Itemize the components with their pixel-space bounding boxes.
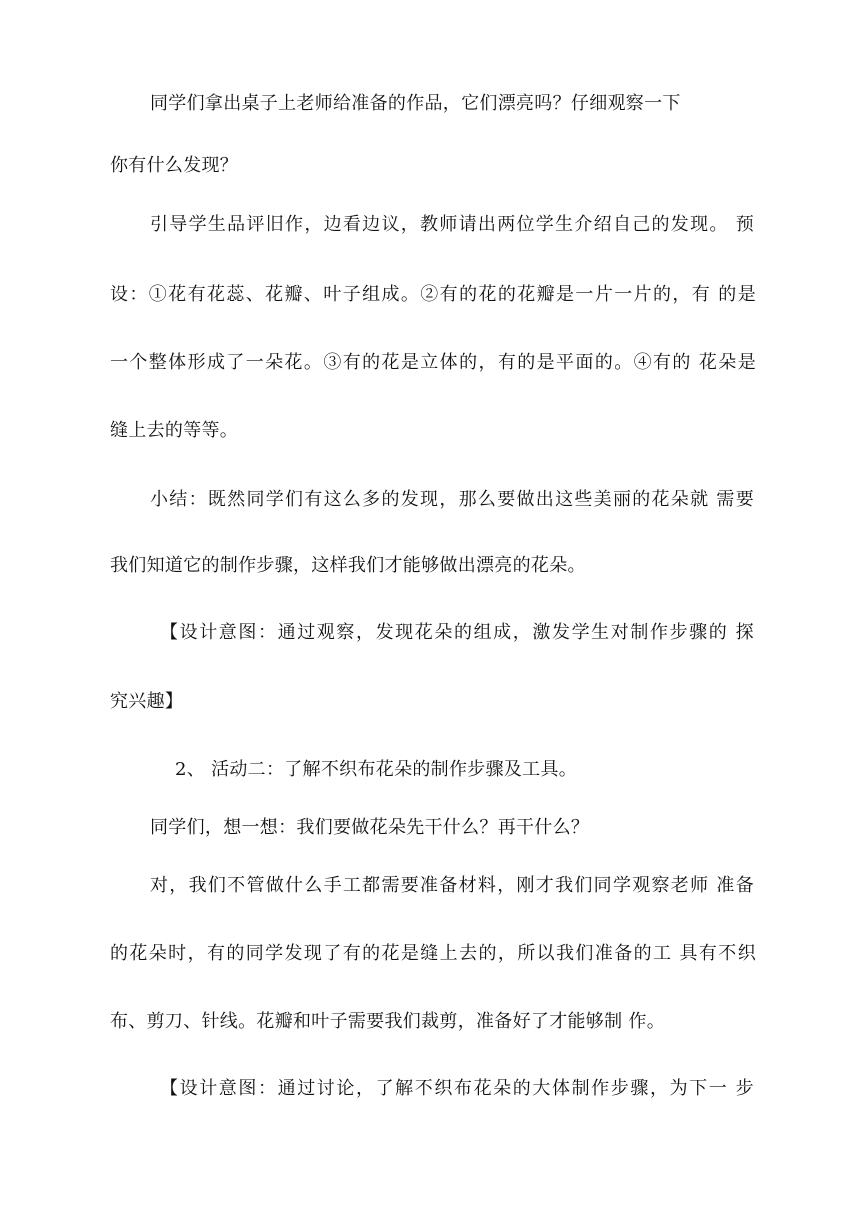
paragraph-line: 同学们拿出桌子上老师给准备的作品，它们漂亮吗？仔细观察一下 [150, 93, 681, 114]
section-heading: 2、 活动二：了解不织布花朵的制作步骤及工具。 [175, 759, 578, 780]
paragraph-line: 的花朵时，有的同学发现了有的花是缝上去的，所以我们准备的工 具有不织 [110, 943, 756, 964]
design-intent-line: 【设计意图：通过观察，发现花朵的组成，激发学生对制作步骤的 探 [160, 622, 754, 643]
paragraph-line: 同学们，想一想：我们要做花朵先干什么？再干什么？ [150, 817, 590, 838]
paragraph-line: 布、剪刀、针线。花瓣和叶子需要我们裁剪，准备好了才能够制 作。 [110, 1011, 666, 1032]
paragraph-line: 设：①花有花蕊、花瓣、叶子组成。②有的花的花瓣是一片一片的，有 的是 [110, 284, 756, 305]
paragraph-line: 你有什么发现？ [110, 155, 239, 176]
paragraph-line: 小结：既然同学们有这么多的发现，那么要做出这些美丽的花朵就 需要 [150, 489, 754, 510]
paragraph-line: 一个整体形成了一朵花。③有的花是立体的，有的是平面的。④有的 花朵是 [110, 352, 756, 373]
paragraph-line: 对，我们不管做什么手工都需要准备材料，刚才我们同学观察老师 准备 [150, 875, 754, 896]
design-intent-line: 究兴趣】 [110, 691, 184, 712]
paragraph-line: 我们知道它的制作步骤，这样我们才能够做出漂亮的花朵。 [110, 555, 586, 576]
paragraph-line: 引导学生品评旧作，边看边议，教师请出两位学生介绍自己的发现。 预 [150, 214, 754, 235]
paragraph-line: 缝上去的等等。 [110, 420, 239, 441]
design-intent-line: 【设计意图：通过讨论，了解不织布花朵的大体制作步骤，为下一 步 [160, 1078, 754, 1099]
